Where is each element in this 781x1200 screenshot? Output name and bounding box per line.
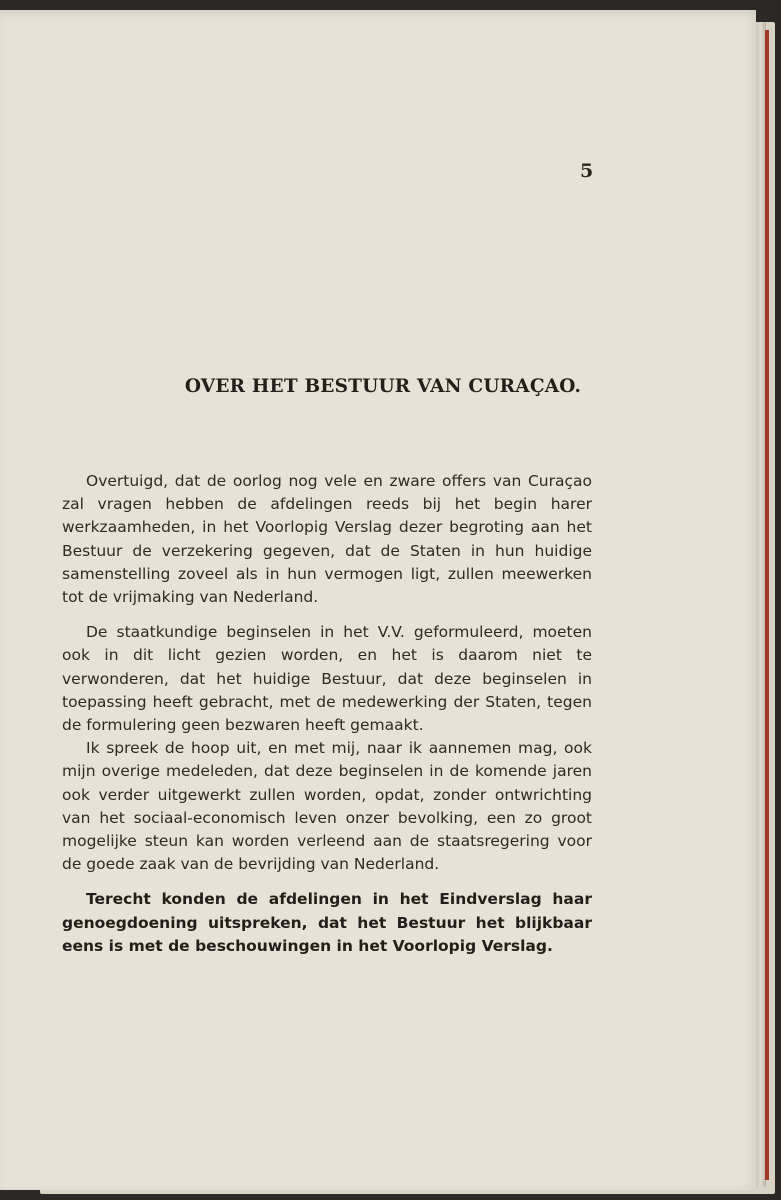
paragraph-2: De staatkundige beginselen in het V.V. geformuleerd, moeten ook in dit licht gezien worden, en het is daarom niet te verwonderen, dat het huidige Bestuur, dat deze beginselen in toepassing heeft gebracht, met de medewerking der Staten, tegen de formulering geen bezwaren heeft gemaakt. <box>62 623 592 735</box>
document-page <box>0 10 756 1190</box>
paragraph-1: Overtuigd, dat de oorlog nog vele en zware offers van Curaçao zal vragen hebben de afdelingen reeds bij het begin harer werkzaamheden, in het Voorlopig Verslag dezer begroting aan het Bestuur de verzekering gegeven, dat de Staten in hun huidige samenstelling zoveel als in hun vermogen ligt, zullen meewerken tot de vrijmaking van Nederland. <box>62 472 592 607</box>
paragraph-4: Terecht konden de afdelingen in het Eindverslag haar genoegdoening uitspreken, dat het Bestuur het blijkbaar eens is met de beschouwingen in het Voorlopig Verslag. <box>62 890 592 955</box>
paragraph-3: Ik spreek de hoop uit, en met mij, naar ik aannemen mag, ook mijn overige medeleden, dat deze beginselen in de komende jaren ook verder uitgewerkt zullen worden, opdat, zonder ontwrichting van het sociaal-economisch leven onzer bevolking, een zo groot mogelijke steun kan worden verleend aan de staatsregering voor de goede zaak van de bevrijding van Nederland. <box>62 739 592 874</box>
page-title: OVER HET BESTUUR VAN CURAÇAO. <box>184 376 582 397</box>
body-text <box>62 470 592 970</box>
page-edge-accent <box>765 30 769 1180</box>
page-number: 5 <box>580 160 594 182</box>
